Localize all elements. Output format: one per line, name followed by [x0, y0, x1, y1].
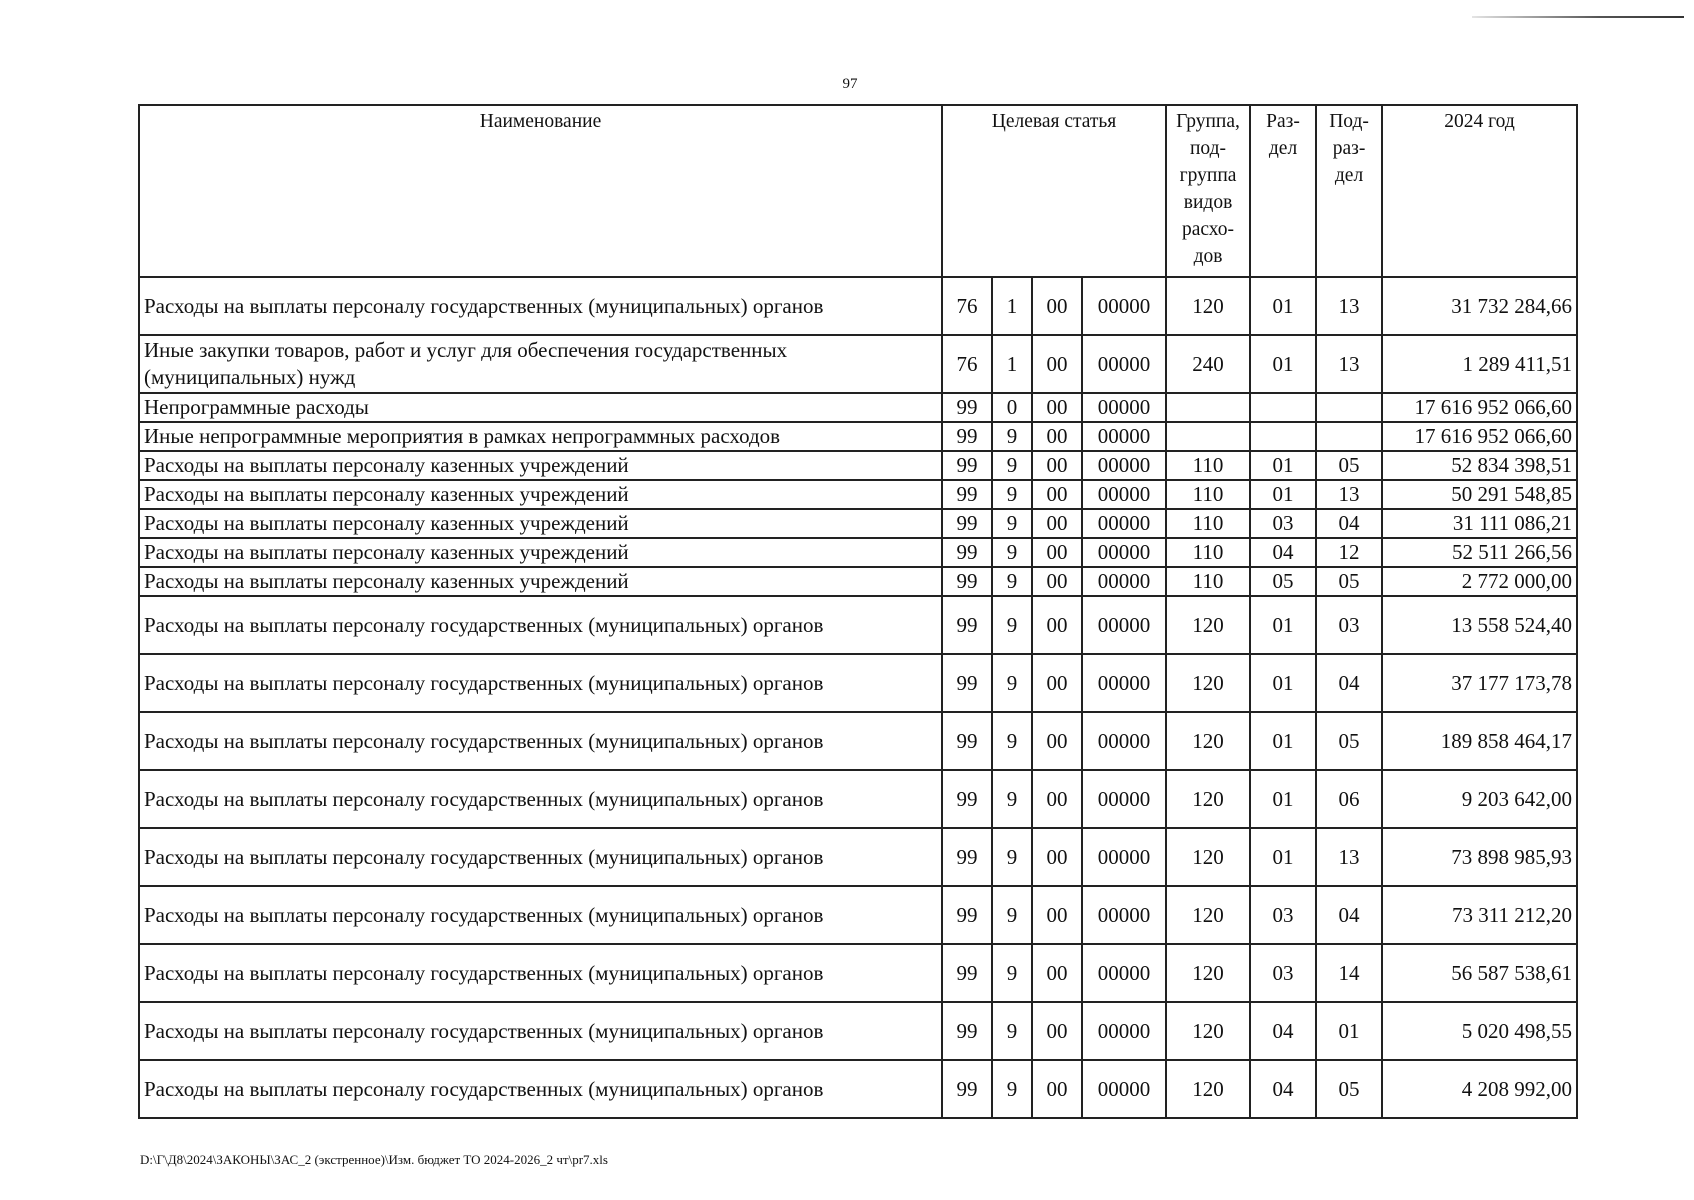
cell-subsection: 13 — [1316, 828, 1382, 886]
cell-target-main: 00 — [1032, 944, 1082, 1002]
cell-target-direction: 00000 — [1082, 1060, 1166, 1118]
cell-amount-2024: 1 289 411,51 — [1382, 335, 1577, 393]
cell-target-main: 00 — [1032, 1060, 1082, 1118]
cell-section: 04 — [1250, 1002, 1316, 1060]
cell-subsection: 04 — [1316, 886, 1382, 944]
cell-amount-2024: 31 111 086,21 — [1382, 509, 1577, 538]
cell-expense-group: 120 — [1166, 277, 1250, 335]
cell-subsection: 04 — [1316, 509, 1382, 538]
cell-amount-2024: 4 208 992,00 — [1382, 1060, 1577, 1118]
cell-target-program: 99 — [942, 480, 992, 509]
cell-target-program: 99 — [942, 451, 992, 480]
cell-name: Расходы на выплаты персоналу государственных (муниципальных) органов — [139, 770, 942, 828]
cell-name: Расходы на выплаты персоналу казенных учреждений — [139, 538, 942, 567]
cell-amount-2024: 56 587 538,61 — [1382, 944, 1577, 1002]
cell-target-program: 99 — [942, 1002, 992, 1060]
cell-target-program: 99 — [942, 422, 992, 451]
cell-target-program: 99 — [942, 1060, 992, 1118]
cell-target-direction: 00000 — [1082, 509, 1166, 538]
cell-target-program: 99 — [942, 567, 992, 596]
cell-amount-2024: 73 311 212,20 — [1382, 886, 1577, 944]
cell-name: Расходы на выплаты персоналу государственных (муниципальных) органов — [139, 277, 942, 335]
cell-target-program: 99 — [942, 393, 992, 422]
cell-target-program: 76 — [942, 335, 992, 393]
header-group: Группа, под-группа видов расхо-дов — [1166, 105, 1250, 277]
cell-target-subprogram: 9 — [992, 451, 1032, 480]
cell-expense-group: 120 — [1166, 654, 1250, 712]
page-number: 97 — [842, 76, 858, 92]
cell-target-direction: 00000 — [1082, 335, 1166, 393]
cell-subsection: 01 — [1316, 1002, 1382, 1060]
cell-subsection: 03 — [1316, 596, 1382, 654]
cell-section: 03 — [1250, 944, 1316, 1002]
cell-target-main: 00 — [1032, 422, 1082, 451]
cell-section: 01 — [1250, 654, 1316, 712]
cell-target-main: 00 — [1032, 886, 1082, 944]
cell-name: Иные непрограммные мероприятия в рамках непрограммных расходов — [139, 422, 942, 451]
cell-target-main: 00 — [1032, 712, 1082, 770]
cell-section: 01 — [1250, 712, 1316, 770]
cell-section — [1250, 422, 1316, 451]
cell-target-main: 00 — [1032, 277, 1082, 335]
cell-target-subprogram: 9 — [992, 770, 1032, 828]
table-row — [139, 1002, 1577, 1060]
table-row — [139, 596, 1577, 654]
cell-name: Расходы на выплаты персоналу государственных (муниципальных) органов — [139, 944, 942, 1002]
cell-subsection: 13 — [1316, 277, 1382, 335]
cell-subsection: 05 — [1316, 1060, 1382, 1118]
cell-target-direction: 00000 — [1082, 480, 1166, 509]
cell-target-subprogram: 9 — [992, 422, 1032, 451]
cell-section: 01 — [1250, 828, 1316, 886]
cell-target-subprogram: 9 — [992, 1002, 1032, 1060]
cell-amount-2024: 17 616 952 066,60 — [1382, 422, 1577, 451]
cell-section — [1250, 393, 1316, 422]
cell-name: Расходы на выплаты персоналу государственных (муниципальных) органов — [139, 712, 942, 770]
cell-subsection: 13 — [1316, 480, 1382, 509]
cell-target-subprogram: 9 — [992, 596, 1032, 654]
cell-target-direction: 00000 — [1082, 451, 1166, 480]
cell-target-program: 99 — [942, 509, 992, 538]
cell-target-subprogram: 9 — [992, 480, 1032, 509]
cell-name: Расходы на выплаты персоналу государственных (муниципальных) органов — [139, 654, 942, 712]
table-row — [139, 509, 1577, 538]
header-section: Раз-дел — [1250, 105, 1316, 277]
cell-name: Расходы на выплаты персоналу государственных (муниципальных) органов — [139, 886, 942, 944]
cell-target-main: 00 — [1032, 770, 1082, 828]
cell-target-direction: 00000 — [1082, 828, 1166, 886]
table-row — [139, 770, 1577, 828]
cell-target-program: 99 — [942, 944, 992, 1002]
table-row — [139, 828, 1577, 886]
cell-target-direction: 00000 — [1082, 393, 1166, 422]
cell-expense-group — [1166, 393, 1250, 422]
cell-name: Расходы на выплаты персоналу государственных (муниципальных) органов — [139, 1002, 942, 1060]
cell-target-subprogram: 9 — [992, 509, 1032, 538]
cell-target-subprogram: 9 — [992, 654, 1032, 712]
cell-section: 01 — [1250, 277, 1316, 335]
cell-section: 03 — [1250, 886, 1316, 944]
cell-amount-2024: 73 898 985,93 — [1382, 828, 1577, 886]
cell-amount-2024: 189 858 464,17 — [1382, 712, 1577, 770]
cell-subsection: 13 — [1316, 335, 1382, 393]
table-row — [139, 277, 1577, 335]
header-subsection: Под-раз-дел — [1316, 105, 1382, 277]
cell-subsection: 05 — [1316, 451, 1382, 480]
cell-target-subprogram: 9 — [992, 944, 1032, 1002]
header-target: Целевая статья — [942, 105, 1166, 277]
cell-target-direction: 00000 — [1082, 277, 1166, 335]
cell-subsection: 04 — [1316, 654, 1382, 712]
cell-target-main: 00 — [1032, 335, 1082, 393]
cell-target-program: 99 — [942, 596, 992, 654]
cell-amount-2024: 31 732 284,66 — [1382, 277, 1577, 335]
cell-target-direction: 00000 — [1082, 1002, 1166, 1060]
cell-target-program: 99 — [942, 654, 992, 712]
cell-section: 04 — [1250, 1060, 1316, 1118]
cell-target-subprogram: 9 — [992, 712, 1032, 770]
cell-expense-group — [1166, 422, 1250, 451]
cell-name: Расходы на выплаты персоналу государственных (муниципальных) органов — [139, 1060, 942, 1118]
footer-file-path: D:\Г\Д8\2024\ЗАКОНЫ\ЗАС_2 (экстренное)\Изм. бюджет ТО 2024-2026_2 чт\pr7.xls — [140, 1152, 608, 1167]
cell-expense-group: 120 — [1166, 712, 1250, 770]
cell-expense-group: 120 — [1166, 596, 1250, 654]
table-row — [139, 712, 1577, 770]
cell-target-main: 00 — [1032, 596, 1082, 654]
cell-name: Расходы на выплаты персоналу государственных (муниципальных) органов — [139, 828, 942, 886]
cell-section: 03 — [1250, 509, 1316, 538]
cell-target-direction: 00000 — [1082, 770, 1166, 828]
cell-section: 04 — [1250, 538, 1316, 567]
cell-name: Расходы на выплаты персоналу казенных учреждений — [139, 567, 942, 596]
cell-target-main: 00 — [1032, 393, 1082, 422]
header-year: 2024 год — [1382, 105, 1577, 277]
cell-name: Расходы на выплаты персоналу государственных (муниципальных) органов — [139, 596, 942, 654]
cell-target-subprogram: 9 — [992, 886, 1032, 944]
cell-target-main: 00 — [1032, 509, 1082, 538]
cell-target-program: 76 — [942, 277, 992, 335]
cell-target-subprogram: 9 — [992, 538, 1032, 567]
cell-target-main: 00 — [1032, 567, 1082, 596]
table-header-row — [139, 105, 1577, 277]
cell-target-direction: 00000 — [1082, 712, 1166, 770]
cell-target-subprogram: 9 — [992, 828, 1032, 886]
table-row — [139, 886, 1577, 944]
cell-target-direction: 00000 — [1082, 538, 1166, 567]
table-row — [139, 422, 1577, 451]
cell-target-direction: 00000 — [1082, 567, 1166, 596]
cell-name: Иные закупки товаров, работ и услуг для обеспечения государственных (муниципальных) нужд — [139, 335, 942, 393]
cell-section: 05 — [1250, 567, 1316, 596]
table-row — [139, 944, 1577, 1002]
cell-target-program: 99 — [942, 712, 992, 770]
cell-target-subprogram: 9 — [992, 567, 1032, 596]
cell-amount-2024: 52 834 398,51 — [1382, 451, 1577, 480]
cell-expense-group: 110 — [1166, 509, 1250, 538]
cell-section: 01 — [1250, 335, 1316, 393]
cell-subsection — [1316, 422, 1382, 451]
cell-name: Непрограммные расходы — [139, 393, 942, 422]
cell-target-subprogram: 9 — [992, 1060, 1032, 1118]
table-row — [139, 480, 1577, 509]
cell-name: Расходы на выплаты персоналу казенных учреждений — [139, 480, 942, 509]
cell-expense-group: 120 — [1166, 886, 1250, 944]
table-row — [139, 1060, 1577, 1118]
table-row — [139, 567, 1577, 596]
cell-expense-group: 120 — [1166, 770, 1250, 828]
cell-target-main: 00 — [1032, 451, 1082, 480]
table-row — [139, 393, 1577, 422]
cell-target-direction: 00000 — [1082, 886, 1166, 944]
cell-target-main: 00 — [1032, 828, 1082, 886]
cell-target-subprogram: 0 — [992, 393, 1032, 422]
cell-target-main: 00 — [1032, 1002, 1082, 1060]
cell-section: 01 — [1250, 770, 1316, 828]
cell-expense-group: 110 — [1166, 538, 1250, 567]
cell-section: 01 — [1250, 480, 1316, 509]
cell-subsection: 05 — [1316, 567, 1382, 596]
cell-target-main: 00 — [1032, 654, 1082, 712]
cell-expense-group: 110 — [1166, 480, 1250, 509]
cell-target-program: 99 — [942, 828, 992, 886]
cell-subsection: 06 — [1316, 770, 1382, 828]
cell-subsection: 14 — [1316, 944, 1382, 1002]
cell-target-direction: 00000 — [1082, 944, 1166, 1002]
cell-expense-group: 120 — [1166, 1060, 1250, 1118]
corner-rule — [1472, 16, 1684, 18]
cell-target-main: 00 — [1032, 480, 1082, 509]
table-row — [139, 654, 1577, 712]
cell-amount-2024: 5 020 498,55 — [1382, 1002, 1577, 1060]
cell-amount-2024: 37 177 173,78 — [1382, 654, 1577, 712]
cell-target-main: 00 — [1032, 538, 1082, 567]
cell-amount-2024: 13 558 524,40 — [1382, 596, 1577, 654]
cell-target-subprogram: 1 — [992, 277, 1032, 335]
cell-subsection: 12 — [1316, 538, 1382, 567]
cell-amount-2024: 52 511 266,56 — [1382, 538, 1577, 567]
cell-subsection: 05 — [1316, 712, 1382, 770]
cell-expense-group: 110 — [1166, 567, 1250, 596]
cell-amount-2024: 50 291 548,85 — [1382, 480, 1577, 509]
cell-section: 01 — [1250, 451, 1316, 480]
cell-target-direction: 00000 — [1082, 654, 1166, 712]
cell-target-program: 99 — [942, 770, 992, 828]
cell-target-program: 99 — [942, 886, 992, 944]
cell-name: Расходы на выплаты персоналу казенных учреждений — [139, 509, 942, 538]
cell-section: 01 — [1250, 596, 1316, 654]
cell-expense-group: 240 — [1166, 335, 1250, 393]
cell-expense-group: 110 — [1166, 451, 1250, 480]
cell-amount-2024: 9 203 642,00 — [1382, 770, 1577, 828]
cell-expense-group: 120 — [1166, 1002, 1250, 1060]
cell-target-direction: 00000 — [1082, 422, 1166, 451]
cell-amount-2024: 2 772 000,00 — [1382, 567, 1577, 596]
cell-expense-group: 120 — [1166, 828, 1250, 886]
cell-target-direction: 00000 — [1082, 596, 1166, 654]
budget-table — [138, 104, 1578, 1119]
cell-subsection — [1316, 393, 1382, 422]
cell-target-subprogram: 1 — [992, 335, 1032, 393]
table-row — [139, 335, 1577, 393]
cell-target-program: 99 — [942, 538, 992, 567]
table-row — [139, 538, 1577, 567]
cell-name: Расходы на выплаты персоналу казенных учреждений — [139, 451, 942, 480]
cell-expense-group: 120 — [1166, 944, 1250, 1002]
header-name: Наименование — [139, 105, 942, 277]
cell-amount-2024: 17 616 952 066,60 — [1382, 393, 1577, 422]
table-row — [139, 451, 1577, 480]
